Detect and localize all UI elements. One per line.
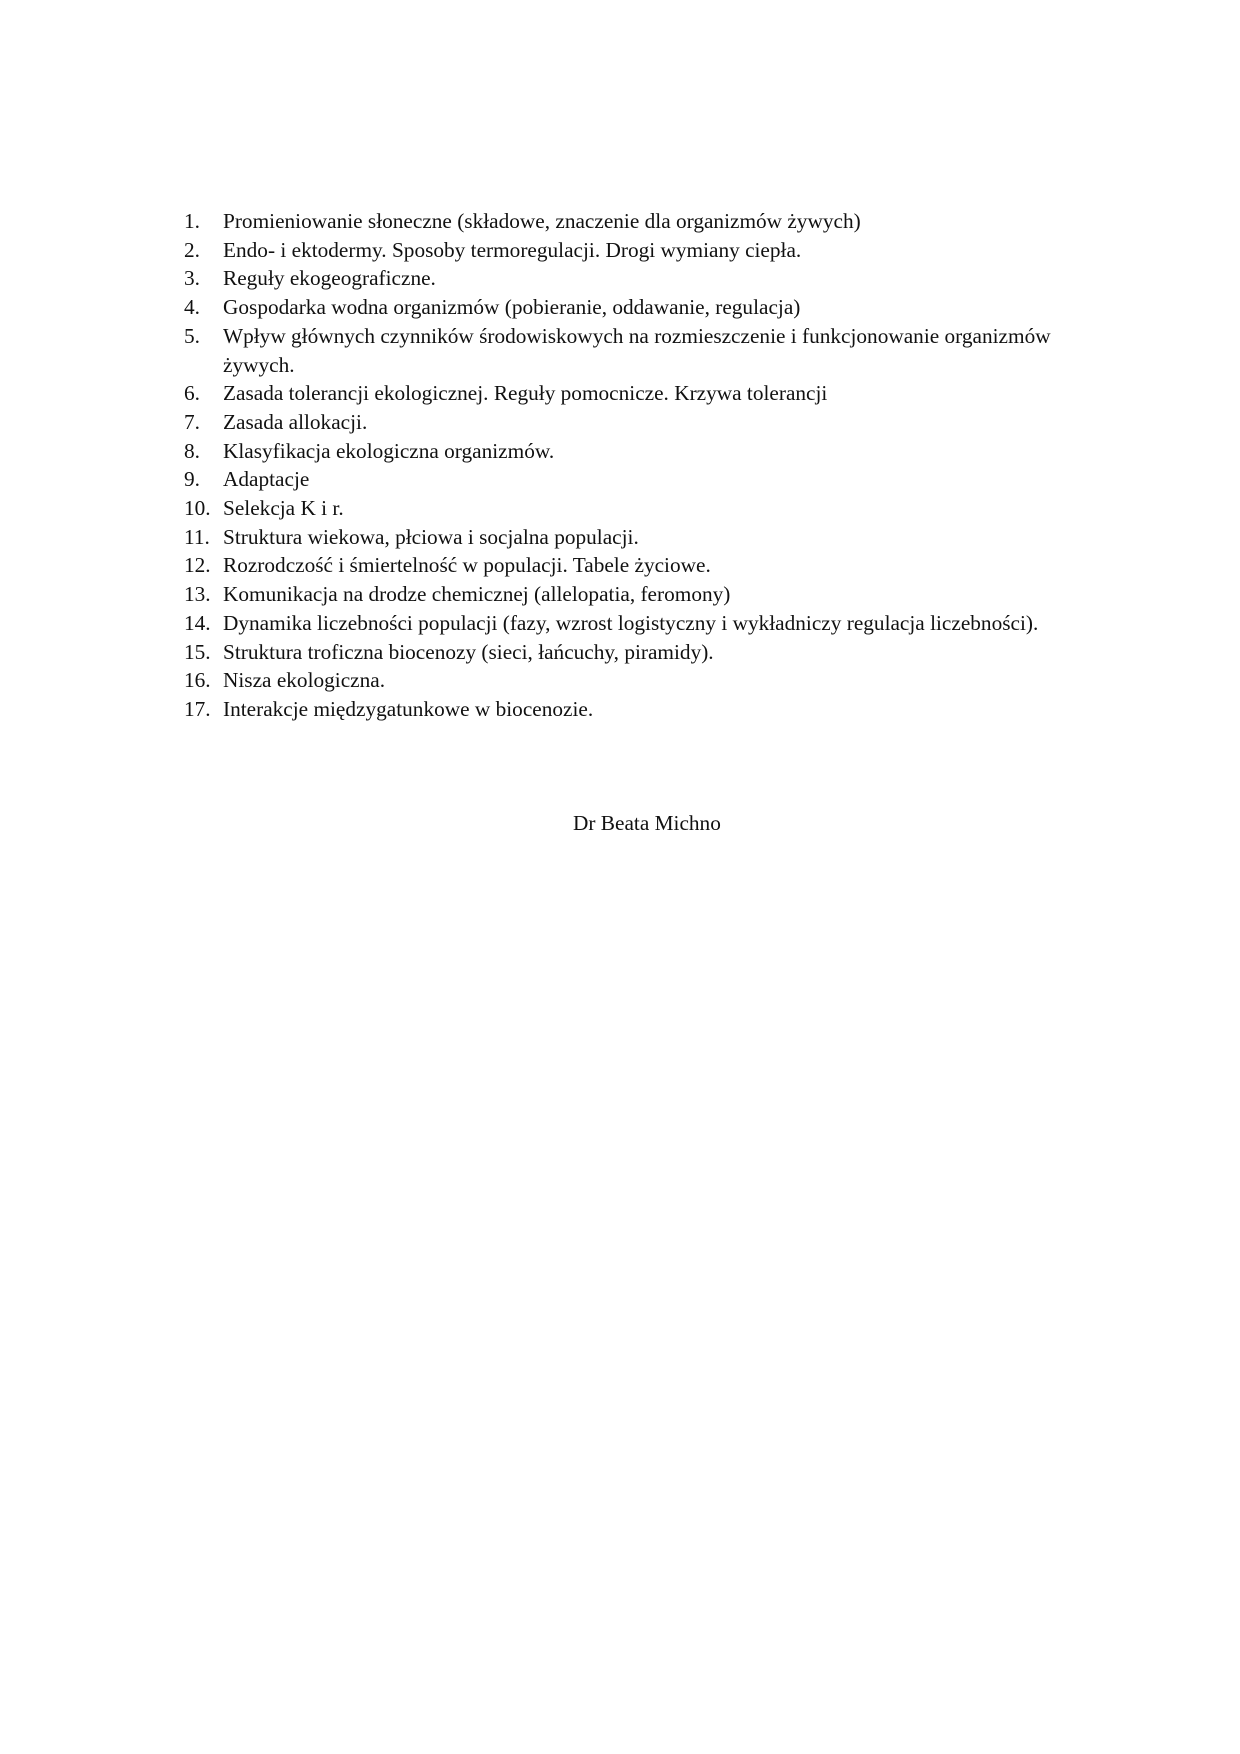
topic-text: Gospodarka wodna organizmów (pobieranie, oddawanie, regulacja) [223, 295, 801, 320]
topic-item-3 [184, 264, 1064, 293]
topic-item-12 [184, 551, 1064, 580]
topic-text: Reguły ekogeograficzne. [223, 266, 436, 291]
topic-text: Struktura troficzna biocenozy (sieci, łańcuchy, piramidy). [223, 639, 714, 664]
topic-text: Wpływ głównych czynników środowiskowych na rozmieszczenie i funkcjonowanie organizmów żywych. [223, 323, 1051, 377]
topic-number: 5. [184, 323, 200, 348]
topic-number: 1. [184, 209, 200, 233]
topic-number: 3. [184, 266, 200, 291]
topic-text: Interakcje międzygatunkowe w biocenozie. [223, 696, 594, 721]
author-signature: Dr Beata Michno [573, 811, 721, 835]
topic-number: 15. [184, 639, 211, 664]
topic-list [184, 207, 1064, 724]
topic-number: 6. [184, 381, 200, 406]
topic-number: 10. [184, 496, 211, 521]
topic-number: 12. [184, 553, 211, 578]
topic-text: Adaptacje [223, 467, 310, 492]
topic-text: Nisza ekologiczna. [223, 668, 386, 693]
topic-number: 14. [184, 610, 211, 635]
topic-text: Rozrodczość i śmiertelność w populacji. Tabele życiowe. [223, 553, 711, 578]
topic-text: Zasada tolerancji ekologicznej. Reguły pomocnicze. Krzywa tolerancji [223, 381, 828, 406]
topic-number: 8. [184, 438, 200, 463]
topic-item-4 [184, 293, 1064, 322]
topic-text: Zasada allokacji. [223, 409, 368, 434]
topic-item-7 [184, 408, 1064, 437]
topic-text: Dynamika liczebności populacji (fazy, wzrost logistyczny i wykładniczy regulacja liczebności). [223, 610, 1039, 635]
topic-text: Selekcja K i r. [223, 496, 344, 521]
topic-item-15 [184, 638, 1064, 667]
topic-item-14 [184, 609, 1064, 638]
topic-text: Struktura wiekowa, płciowa i socjalna populacji. [223, 524, 639, 549]
topic-item-10 [184, 494, 1064, 523]
topic-item-8 [184, 437, 1064, 466]
topic-number: 17. [184, 696, 211, 721]
topic-number: 2. [184, 237, 200, 262]
topic-item-5 [184, 322, 1064, 379]
topic-number: 13. [184, 582, 211, 607]
topic-text: Endo- i ektodermy. Sposoby termoregulacji. Drogi wymiany ciepła. [223, 237, 802, 262]
topic-item-9 [184, 465, 1064, 494]
topic-number: 11. [184, 524, 210, 549]
topic-number: 7. [184, 409, 200, 434]
topic-text: Klasyfikacja ekologiczna organizmów. [223, 438, 555, 463]
topic-item-17 [184, 695, 1064, 724]
topic-number: 16. [184, 668, 211, 693]
topic-item-1 [184, 207, 1064, 236]
topic-number: 4. [184, 295, 200, 320]
topic-item-2 [184, 236, 1064, 265]
topic-item-6 [184, 379, 1064, 408]
topic-text: Promieniowanie słoneczne (składowe, znaczenie dla organizmów żywych) [223, 209, 861, 233]
topic-text: Komunikacja na drodze chemicznej (allelopatia, feromony) [223, 582, 731, 607]
topic-item-11 [184, 523, 1064, 552]
topic-item-16 [184, 666, 1064, 695]
topic-number: 9. [184, 467, 200, 492]
topic-item-13 [184, 580, 1064, 609]
